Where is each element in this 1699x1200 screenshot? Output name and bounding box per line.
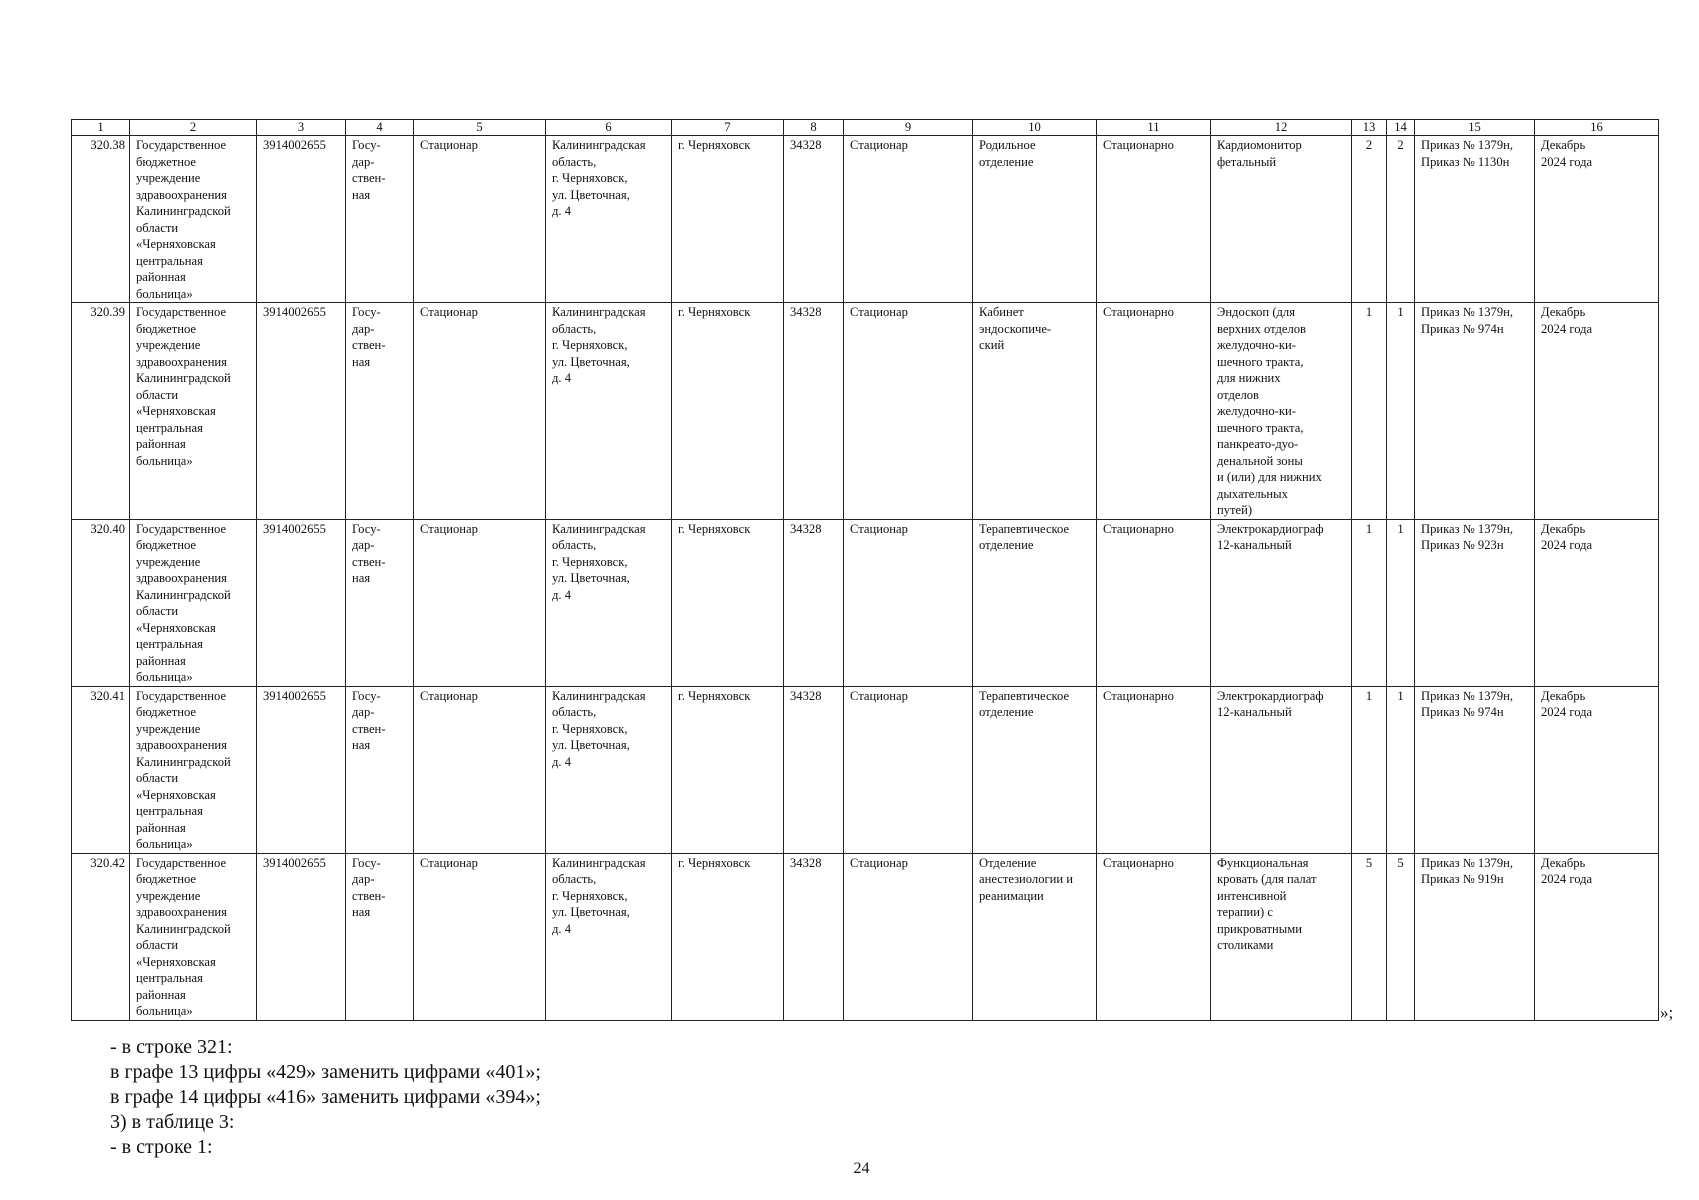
table-cell: г. Черняховск bbox=[672, 136, 784, 303]
header-row bbox=[72, 120, 1659, 136]
table-cell: Эндоскоп (для верхних отделов желудочно-ки- шечного тракта, для нижних отделов желудочно-ки- шечного тракта, панкреато-дуо- денальной зоны и (или) для нижних дыхательных путей) bbox=[1211, 303, 1352, 520]
table-cell: 3914002655 bbox=[257, 136, 346, 303]
amendment-line: 3) в таблице 3: bbox=[110, 1111, 235, 1133]
column-header: 4 bbox=[346, 120, 414, 136]
table-cell: Функциональная кровать (для палат интенсивной терапии) с прикроватными столиками bbox=[1211, 853, 1352, 1020]
table-cell: 320.40 bbox=[72, 519, 130, 686]
table-cell: Калининградская область, г. Черняховск, ул. Цветочная, д. 4 bbox=[546, 136, 672, 303]
table-row bbox=[72, 303, 1659, 520]
table-cell: 320.42 bbox=[72, 853, 130, 1020]
table-cell: Калининградская область, г. Черняховск, ул. Цветочная, д. 4 bbox=[546, 686, 672, 853]
table-cell: Стационарно bbox=[1097, 853, 1211, 1020]
table-cell: Государственное бюджетное учреждение здравоохранения Калининградской области «Черняховская центральная районная больница» bbox=[130, 303, 257, 520]
table-cell: г. Черняховск bbox=[672, 303, 784, 520]
table-cell: 1 bbox=[1352, 686, 1387, 853]
table-cell: 34328 bbox=[784, 519, 844, 686]
table-cell: Стационарно bbox=[1097, 519, 1211, 686]
table-cell: Стационарно bbox=[1097, 686, 1211, 853]
table-cell: 1 bbox=[1352, 519, 1387, 686]
table-cell: Электрокардиограф 12-канальный bbox=[1211, 686, 1352, 853]
table-cell: Родильное отделение bbox=[973, 136, 1097, 303]
table-cell: Стационар bbox=[414, 853, 546, 1020]
table-cell: Стационар bbox=[844, 519, 973, 686]
column-header: 11 bbox=[1097, 120, 1211, 136]
table-cell: 5 bbox=[1387, 853, 1415, 1020]
table-cell: г. Черняховск bbox=[672, 686, 784, 853]
page-number: 24 bbox=[853, 1160, 870, 1177]
table-cell: Декабрь 2024 года bbox=[1535, 686, 1659, 853]
table-cell: Госу- дар- ствен- ная bbox=[346, 303, 414, 520]
column-header: 8 bbox=[784, 120, 844, 136]
table-cell: Стационар bbox=[844, 686, 973, 853]
table-cell: 2 bbox=[1352, 136, 1387, 303]
table-row bbox=[72, 853, 1659, 1020]
amendment-line: - в строке 1: bbox=[110, 1136, 213, 1158]
column-header: 6 bbox=[546, 120, 672, 136]
column-header: 5 bbox=[414, 120, 546, 136]
amendment-line: в графе 14 цифры «416» заменить цифрами «394»; bbox=[110, 1086, 541, 1108]
table-cell: Отделение анестезиологии и реанимации bbox=[973, 853, 1097, 1020]
table-row bbox=[72, 686, 1659, 853]
table-cell: Кардиомонитор фетальный bbox=[1211, 136, 1352, 303]
table-cell: 3914002655 bbox=[257, 303, 346, 520]
table-cell: Приказ № 1379н, Приказ № 1130н bbox=[1415, 136, 1535, 303]
column-header: 9 bbox=[844, 120, 973, 136]
table-cell: Терапевтическое отделение bbox=[973, 686, 1097, 853]
table-cell: 34328 bbox=[784, 136, 844, 303]
table-cell: Приказ № 1379н, Приказ № 923н bbox=[1415, 519, 1535, 686]
table-cell: 3914002655 bbox=[257, 519, 346, 686]
table-cell: Государственное бюджетное учреждение здравоохранения Калининградской области «Черняховская центральная районная больница» bbox=[130, 136, 257, 303]
column-header: 15 bbox=[1415, 120, 1535, 136]
table-cell: 2 bbox=[1387, 136, 1415, 303]
amendment-line: - в строке 321: bbox=[110, 1036, 233, 1058]
column-header: 13 bbox=[1352, 120, 1387, 136]
table-cell: 320.39 bbox=[72, 303, 130, 520]
table-cell: 3914002655 bbox=[257, 853, 346, 1020]
table-cell: 320.41 bbox=[72, 686, 130, 853]
table-cell: 1 bbox=[1352, 303, 1387, 520]
table-cell: Приказ № 1379н, Приказ № 974н bbox=[1415, 303, 1535, 520]
table-row bbox=[72, 519, 1659, 686]
table-cell: 34328 bbox=[784, 303, 844, 520]
table-cell: Стационар bbox=[414, 136, 546, 303]
table-cell: Госу- дар- ствен- ная bbox=[346, 136, 414, 303]
table-cell: 320.38 bbox=[72, 136, 130, 303]
column-header: 16 bbox=[1535, 120, 1659, 136]
table-cell: 5 bbox=[1352, 853, 1387, 1020]
column-header: 12 bbox=[1211, 120, 1352, 136]
amendment-text bbox=[110, 1035, 541, 1160]
table-cell: Электрокардиограф 12-канальный bbox=[1211, 519, 1352, 686]
table-cell: Приказ № 1379н, Приказ № 919н bbox=[1415, 853, 1535, 1020]
table-cell: Калининградская область, г. Черняховск, ул. Цветочная, д. 4 bbox=[546, 303, 672, 520]
table-cell: Стационарно bbox=[1097, 303, 1211, 520]
table-row bbox=[72, 136, 1659, 303]
table-cell: 34328 bbox=[784, 853, 844, 1020]
table-cell: г. Черняховск bbox=[672, 853, 784, 1020]
table-cell: Стационар bbox=[414, 686, 546, 853]
table-cell: Государственное бюджетное учреждение здравоохранения Калининградской области «Черняховская центральная районная больница» bbox=[130, 686, 257, 853]
table-cell: Калининградская область, г. Черняховск, ул. Цветочная, д. 4 bbox=[546, 519, 672, 686]
table-cell: Стационар bbox=[844, 136, 973, 303]
table-cell: 3914002655 bbox=[257, 686, 346, 853]
table-cell: Стационарно bbox=[1097, 136, 1211, 303]
table-cell: Декабрь 2024 года bbox=[1535, 519, 1659, 686]
table-cell: Госу- дар- ствен- ная bbox=[346, 519, 414, 686]
table-cell: Приказ № 1379н, Приказ № 974н bbox=[1415, 686, 1535, 853]
table-cell: Стационар bbox=[844, 303, 973, 520]
table-cell: Госу- дар- ствен- ная bbox=[346, 686, 414, 853]
closing-quote: »; bbox=[1660, 1003, 1674, 1022]
table-cell: Терапевтическое отделение bbox=[973, 519, 1097, 686]
amendment-line: в графе 13 цифры «429» заменить цифрами «401»; bbox=[110, 1061, 541, 1083]
table-cell: 1 bbox=[1387, 303, 1415, 520]
column-header: 3 bbox=[257, 120, 346, 136]
table-cell: Декабрь 2024 года bbox=[1535, 853, 1659, 1020]
table-cell: 1 bbox=[1387, 686, 1415, 853]
table-cell: г. Черняховск bbox=[672, 519, 784, 686]
column-header: 1 bbox=[72, 120, 130, 136]
table-cell: Государственное бюджетное учреждение здравоохранения Калининградской области «Черняховская центральная районная больница» bbox=[130, 519, 257, 686]
data-table bbox=[71, 119, 1659, 1021]
table-cell: Стационар bbox=[414, 519, 546, 686]
table-cell: Кабинет эндоскопиче- ский bbox=[973, 303, 1097, 520]
column-header: 2 bbox=[130, 120, 257, 136]
table-cell: Стационар bbox=[844, 853, 973, 1020]
column-header: 14 bbox=[1387, 120, 1415, 136]
column-header: 7 bbox=[672, 120, 784, 136]
column-header: 10 bbox=[973, 120, 1097, 136]
table-cell: Декабрь 2024 года bbox=[1535, 136, 1659, 303]
table-cell: Стационар bbox=[414, 303, 546, 520]
table-cell: Декабрь 2024 года bbox=[1535, 303, 1659, 520]
table-cell: 34328 bbox=[784, 686, 844, 853]
table-cell: Калининградская область, г. Черняховск, ул. Цветочная, д. 4 bbox=[546, 853, 672, 1020]
table-cell: Госу- дар- ствен- ная bbox=[346, 853, 414, 1020]
table-cell: Государственное бюджетное учреждение здравоохранения Калининградской области «Черняховская центральная районная больница» bbox=[130, 853, 257, 1020]
table-cell: 1 bbox=[1387, 519, 1415, 686]
